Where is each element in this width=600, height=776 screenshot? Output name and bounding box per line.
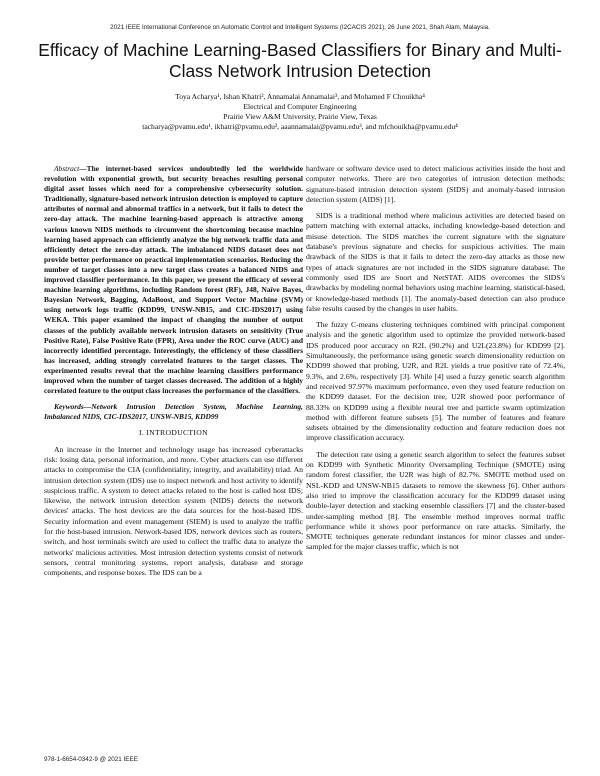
- left-column: [44, 164, 303, 585]
- body-paragraph-3: The fuzzy C-means clustering techniques combined with principal component analysis and the genetic algorithm used to optimize the provided network-based IDS produced poor accuracy on R2L (90.2%) and U2L(23.8%) for KDD99 [2]. Simultaneously, the performance using genetic search dimensionality reduction on KDD99 showed that probing, U2R, and R2L yields a true positive rate of 72.4%, 9.3%, and 2.6%, respectively [3]. While [4] used a fuzzy genetic search algorithm and received 97.97% maximum performance, even they used feature reduction on the KDD99 dataset. For the decision tree, U2R showed poor performance of 88.33% on KDD99 using a flexible neural tree and particle swarm optimization method with different feature subsets [5]. The number of features and feature subsets obtained by the dimensionality reduction and feature reduction does not improve classification accuracy.: [306, 320, 565, 443]
- author-names: Toya Acharya¹, Ishan Khatri², Annamalai Annamalai³, and Mohamed F Chouikha⁴: [175, 92, 425, 101]
- abstract: [44, 164, 303, 396]
- body-paragraph-2: SIDS is a traditional method where malicious activities are detected based on pattern matching with external attacks, including knowledge-based detection and misuse detection. The SIDS matches the current signature with the signature database's previous signature and checks for suspicious activities. The main drawback of the SIDS is that it fails to detect the zero-day attacks as those new types of attack signatures are not included in the SIDS signature database. The commonly used IDS are Snort and NetSTAT. AIDS overcomes the SIDS's drawbacks by modeling normal behaviors using machine learning, statistical-based, or knowledge-based methods [1]. The anomaly-based detection can also produce false results caused by the changes in user habits.: [306, 211, 565, 313]
- body-paragraph-4: The detection rate using a genetic search algorithm to select the features subset on KDD99 with Synthetic Minority Oversampling Technique (SMOTE) using random forest classifier, the U2R was high of 82.7%. SMOTE method used on NSL-KDD and UNSW-NB15 datasets to remove the skewness [6]. Other authors also tried to improve the classification accuracy for the KDD99 dataset using double-layer detection and stacking ensemble classifiers [7] and the cluster-based under-sampling method [8]. The ensemble method improves normal traffic performance while it shows poor performance on rare attacks. Similarly, the SMOTE techniques generate redundant instances for minor classes and under-sampled for the major classes traffic, which is not: [306, 449, 565, 552]
- right-column: [306, 164, 565, 559]
- author-institution: Prairie View A&M University, Prairie View, Texas: [223, 112, 377, 121]
- author-emails: tacharya@pvamu.edu¹, ikhatri@pvamu.edu², aaannamalai@pvamu.edu³, and mfchouikha@pvamu.edu⁴: [142, 122, 458, 131]
- abstract-text: —The internet-based services undoubtedly led the worldwide revolution with exponential growth, but security breaches resulting personal digital asset losses which need for a comprehensive cybersecurity solution. Traditionally, signature-based network intrusion detection is employed to capture attributes of normal and abnormal traffics in a network, but it fails to detect the zero-day attack. The machine learning-based approach is attractive among various known NIDS methods to circumvent the shortcoming because machine learning based approach can efficiently analyze the big network traffic data and efficiently detect the zero-day attack. The imbalanced NIDS dataset does not provide better performance on practical implementation scenarios. Reducing the number of target classes into a new target class creates a balanced NIDS and improved classifier performance. In this paper, we present the efficacy of several machine learning algorithms, including Random forest (RF), J48, Naïve Bayes, Bayesian Network, Bagging, AdaBoost, and Support Vector Machine (SVM) using network logs traffic (KDD99, UNSW-NB15, and CIC-IDS2017) using WEKA. This paper examined the impact of changing the number of output classes of the publicly available network intrusion datasets on sensitivity (True Positive Rate), False Positive Rate (FPR), Area under the ROC curve (AUC) and incorrectly identified percentage. Interestingly, the efficiency of these classifiers has increased, adding strongly correlated features to the target classes. The experimented results reveal that the machine learning classifiers performance improved when the number of target classes decreased. The addition of a highly correlated feature to the output class increases the performance of the classifiers.: [44, 164, 303, 396]
- keywords: Keywords—Network Intrusion Detection System, Machine Learning, Imbalanced NIDS, CIC-IDS2017, UNSW-NB15, KDD99: [44, 402, 303, 422]
- abstract-lead: Abstract: [54, 164, 80, 173]
- body-paragraph-1: hardware or software device used to detect malicious activities inside the host and computer networks. There are two categories of intrusion detection methods: signature-based intrusion detection system (SIDS) and anomaly-based intrusion detection system (AIDS) [1].: [306, 164, 565, 204]
- intro-paragraph: An increase in the Internet and technology usage has increased cyberattacks risk: losing data, personal information, and more. Cyber attackers can use different attacks to compromise the CIA (confidentiality, integrity, and availability) triad. An intrusion detection system (IDS) use to inspect network and host activity to identify suspicious traffic. A system to detect attacks related to the host is called host IDS; likewise, the network intrusion detection system (NIDS) detects the network devices' attacks. The host devices are the data sources for the host-based IDS. Security information and event management (SIEM) is used to analyze the traffic for the host-based intrusion. Network-based IDS, network devices such as routers, switch, and host terminals switch are used to collect the traffic data to analyze the networks' malicious activities. Most intrusion detection systems consist of network sensors, central monitoring systems, report analysis, database and storage components, and response boxes. The IDS can be a: [44, 444, 303, 578]
- conference-header: 2021 IEEE International Conference on Automatic Control and Intelligent Systems (I2CACIS 2021), 26 June 2021, Shah Alam, Malaysia.: [110, 24, 490, 31]
- footer-isbn: 978-1-6654-0342-9 @ 2021 IEEE: [44, 756, 138, 763]
- paper-title: Efficacy of Machine Learning-Based Classifiers for Binary and Multi-Class Network Intrusion Detection: [38, 40, 562, 81]
- author-block: [30, 92, 570, 132]
- section-heading-introduction: I. INTRODUCTION: [139, 428, 208, 438]
- author-department: Electrical and Computer Engineering: [243, 102, 357, 111]
